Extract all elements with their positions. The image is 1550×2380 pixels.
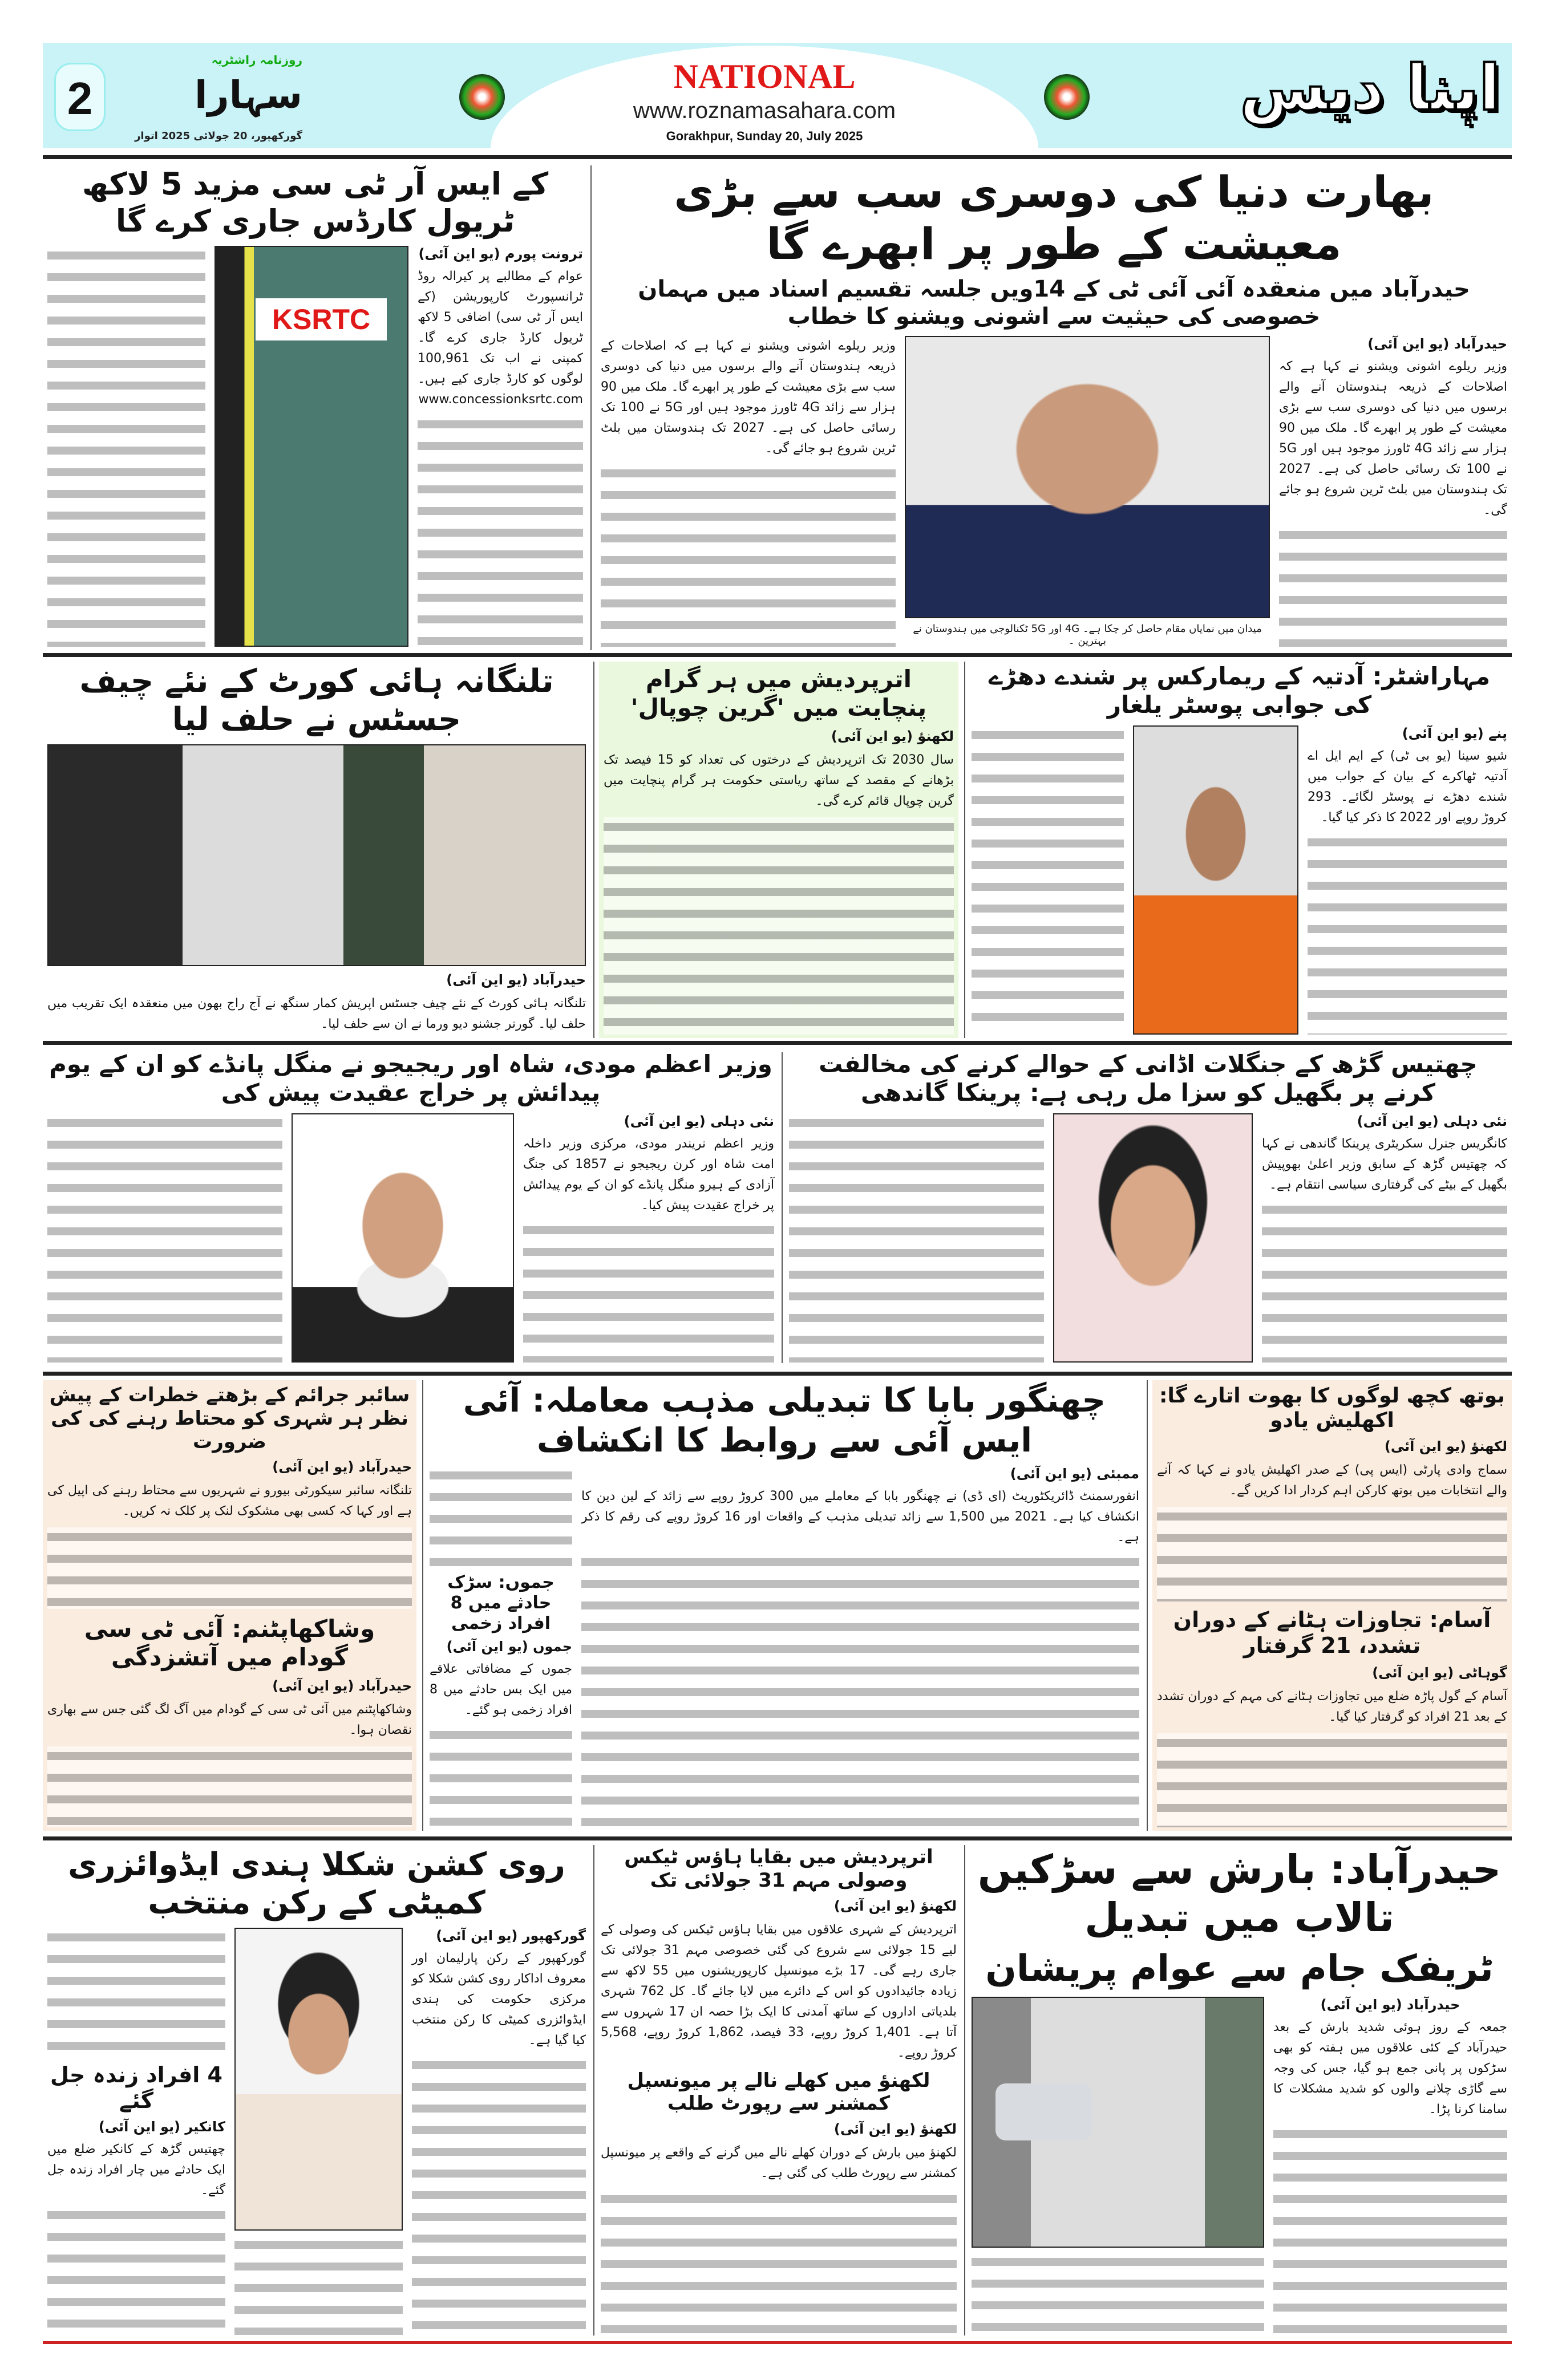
akhilesh-body: سماج وادی پارٹی (ایس پی) کے صدر اکھلیش یادو نے کہا کہ آنے والے انتخابات میں بوتھ کارکن اہم کردار ادا کریں گے۔ bbox=[1157, 1463, 1507, 1498]
maharashtra-headline: مہاراشٹر: آدتیہ کے ریمارکس پر شندے دھڑے کی جوابی پوسٹر یلغار bbox=[988, 662, 1491, 719]
ksrtc-sign: KSRTC bbox=[256, 298, 387, 340]
chhangur-body-text bbox=[581, 1552, 1139, 1827]
uptax-byline: لکھنؤ (یو این آئی) bbox=[833, 1897, 957, 1914]
cyber-byline: حیدرآباد (یو این آئی) bbox=[272, 1459, 412, 1475]
ravikishan-body-text bbox=[47, 1928, 225, 2057]
edition-dateline: Gorakhpur, Sunday 20, July 2025 bbox=[666, 129, 863, 143]
modi-body-text bbox=[47, 1113, 282, 1363]
chhattisgarh-body-text bbox=[789, 1113, 1044, 1363]
hyderabad-headline: حیدرآباد: بارش سے سڑکیں تالاب میں تبدیل bbox=[977, 1846, 1502, 1941]
green-body-text bbox=[604, 817, 954, 1035]
ksrtc-headline: کے ایس آر ٹی سی مزید 5 لاکھ ٹریول کارڈس جاری کرے گا bbox=[82, 166, 549, 239]
website-link[interactable]: www.roznamasahara.com bbox=[633, 98, 896, 123]
maharashtra-body-text bbox=[1308, 833, 1507, 1035]
jammu-byline: جموں (یو این آئی) bbox=[446, 1639, 572, 1655]
emblem-icon bbox=[1044, 74, 1090, 120]
vizag-body-text bbox=[47, 1746, 412, 1827]
priyanka-gandhi-photo bbox=[1053, 1113, 1253, 1363]
economy-article bbox=[596, 163, 1512, 650]
modi-headline: وزیر اعظم مودی، شاہ اور ریجیجو نے منگل پانڈے کو ان کے یوم پیدائش پر خراج عقیدت پیش کی bbox=[49, 1050, 772, 1107]
divider bbox=[43, 653, 1512, 657]
column-divider bbox=[593, 1845, 594, 2336]
assam-byline: گوہاٹی (یو این آئی) bbox=[1372, 1664, 1507, 1681]
column-divider bbox=[1147, 1380, 1148, 1831]
chhattisgarh-headline: چھتیس گڑھ کے جنگلات اڈانی کے حوالے کرنے کی مخالفت کرنے پر بگھیل کو سزا مل رہی ہے: پرینکا گاندھی bbox=[819, 1050, 1478, 1107]
maharashtra-byline: پنے (یو این آئی) bbox=[1402, 725, 1507, 741]
chhattisgarh-body-text bbox=[1262, 1200, 1507, 1363]
ravikishan-byline: گورکھپور (یو این آئی) bbox=[436, 1928, 586, 1944]
chhangur-byline: ممبئی (یو این آئی) bbox=[1010, 1466, 1139, 1482]
assam-headline: آسام: تجاوزات ہٹانے کے دوران تشدد، 21 گرفتار bbox=[1173, 1607, 1491, 1659]
cyber-box bbox=[43, 1380, 416, 1831]
vizag-body: وشاکھاپٹنم میں آئی ٹی سی کے گودام میں آگ لگ گئی جس سے بھاری نقصان ہوا۔ bbox=[47, 1702, 412, 1737]
akhilesh-headline: بوتھ کچھ لوگوں کا بھوت اتارے گا: اکھلیش یادو bbox=[1159, 1384, 1505, 1433]
green-headline: اترپردیش میں ہر گرام پنچایت میں 'گرین چوپال' bbox=[630, 665, 927, 722]
modi-photo bbox=[292, 1113, 514, 1363]
chhattisgarh-body: کانگریس جنرل سکریٹری پرینکا گاندھی نے کہا کہ چھتیس گڑھ کے سابق وزیر اعلیٰ بھوپیش بگھیل کے بیٹے کی گرفتاری سیاسی انتقام ہے۔ bbox=[1262, 1136, 1507, 1192]
ravikishan-headline: روی کشن شکلا ہندی ایڈوائزری کمیٹی کے رکن منتخب bbox=[68, 1846, 565, 1922]
divider bbox=[43, 1372, 1512, 1376]
economy-caption: میدان میں نمایاں مقام حاصل کر چکا ہے۔ 4G اور 5G ٹکنالوجی میں ہندوستان نے بہترین ۔ bbox=[913, 623, 1262, 647]
jammu-body-text bbox=[430, 1725, 572, 1827]
modi-article bbox=[43, 1047, 779, 1366]
economy-subheadline: حیدرآباد میں منعقدہ آئی آئی ٹی کے 14ویں جلسہ تقسیم اسناد میں مہمان خصوصی کی حیثیت سے اشونی ویشنو کا خطاب bbox=[638, 276, 1470, 330]
telangana-body: تلنگانہ ہائی کورٹ کے نئے چیف جسٹس اپریش کمار سنگھ نے آج راج بھون میں منعقدہ ایک تقریب میں حلف لیا۔ گورنر جشنو دیو ورما نے ان سے حلف لیا۔ bbox=[47, 996, 586, 1031]
chhangur-body-text bbox=[430, 1466, 572, 1568]
fire-headline: 4 افراد زندہ جل گئے bbox=[50, 2062, 222, 2114]
vizag-headline: وشاکھاپٹنم: آئی ٹی سی گودام میں آتشزدگی bbox=[84, 1614, 375, 1672]
ravi-kishan-photo bbox=[234, 1928, 403, 2230]
column-divider bbox=[964, 662, 965, 1038]
cyber-headline: سائبر جرائم کے بڑھتے خطرات کے پیش نظر ہر شہری کو محتاط رہنے کی کی ضرورت bbox=[49, 1384, 410, 1453]
lucknow-body-text bbox=[601, 2190, 957, 2335]
shinde-photo bbox=[1133, 725, 1298, 1035]
lucknow-body: لکھنؤ میں بارش کے دوران کھلے نالے میں گرنے کے واقعے پر میونسپل کمشنر سے رپورٹ طلب کی گئی ہے۔ bbox=[601, 2146, 957, 2181]
hyderabad-subheadline: ٹریفک جام سے عوام پریشان bbox=[985, 1948, 1494, 1990]
column-divider bbox=[422, 1380, 423, 1831]
chhangur-body: انفورسمنٹ ڈائریکٹوریٹ (ای ڈی) نے چھنگور بابا کے معاملے میں 300 کروڑ روپے سے زائد کے لین دین کا انکشاف کیا ہے۔ 2021 میں 1,500 سے زائد تبدیلی مذہب کے واقعات اور 16 کروڑ روپے کی رقم کا ذکر ہے۔ bbox=[581, 1489, 1139, 1545]
ravikishan-body-text bbox=[234, 2235, 403, 2335]
chhattisgarh-byline: نئی دہلی (یو این آئی) bbox=[1357, 1113, 1507, 1129]
column-divider bbox=[964, 1845, 965, 2336]
economy-body-text bbox=[1279, 525, 1507, 647]
lucknow-headline: لکھنؤ میں کھلے نالے پر میونسپل کمشنر سے رپورٹ طلب bbox=[627, 2069, 930, 2115]
ksrtc-body: عوام کے مطالبے پر کیرالہ روڈ ٹرانسپورٹ کارپوریشن (کے ایس آر ٹی سی) اضافی 5 لاکھ ٹریول کارڈ جاری کرے گا۔ کمپنی نے اب تک 100,961 لوگوں کو کارڈ جاری کیے ہیں۔ www.concessionksrtc.com bbox=[418, 269, 583, 407]
maharashtra-article bbox=[967, 659, 1512, 1038]
chhattisgarh-article bbox=[784, 1047, 1512, 1366]
uptax-headline: اترپردیش میں بقایا ہاؤس ٹیکس وصولی مہم 31 جولائی تک bbox=[624, 1846, 933, 1892]
hyderabad-byline: حیدرآباد (یو این آئی) bbox=[1320, 1996, 1460, 2013]
car-in-water bbox=[995, 2083, 1092, 2140]
column-divider bbox=[590, 165, 592, 650]
telangana-headline: تلنگانہ ہائی کورٹ کے نئے چیف جسٹس نے حلف لیا bbox=[79, 663, 554, 739]
uptax-article bbox=[596, 1842, 961, 2338]
economy-body: وزیر ریلوے اشونی ویشنو نے کہا ہے کہ اصلاحات کے ذریعہ ہندوستان آنے والے برسوں میں دنیا کی دوسری سب سے بڑی معیشت کے طور پر ابھرے گا۔ ملک میں 90 ہزار سے زائد 4G ٹاورز موجود ہیں اور 5G نے 100 تک رسائی حاصل کی ہے۔ 2027 تک ہندوستان میں بلٹ ٹرین شروع ہو جائے گی۔ bbox=[1279, 359, 1507, 518]
page-number: 2 bbox=[54, 63, 106, 131]
cyber-body-text bbox=[47, 1527, 412, 1608]
ashwini-vaishnaw-photo bbox=[905, 336, 1270, 618]
hyderabad-body: جمعہ کے روز ہوئی شدید بارش کے بعد حیدرآباد کے کئی علاقوں میں ہفتہ کو بھی سڑکوں پر پانی جمع ہو گیا، جس کی وجہ سے گاڑی چلانے والوں کو شدید مشکلات کا سامنا کرنا پڑا۔ bbox=[1273, 2020, 1507, 2117]
lucknow-byline: لکھنؤ (یو این آئی) bbox=[833, 2121, 957, 2138]
assam-body: آسام کے گول پاڑہ ضلع میں تجاوزات ہٹانے کی مہم کے دوران تشدد کے بعد 21 افراد کو گرفتار کیا گیا۔ bbox=[1157, 1689, 1507, 1724]
economy-headline: بھارت دنیا کی دوسری سب سے بڑی معیشت کے طور پر ابھرے گا bbox=[674, 167, 1434, 270]
maharashtra-body: شیو سینا (یو بی ٹی) کے ایم ایل اے آدتیہ ٹھاکرے کے بیان کے جواب میں شندے دھڑے نے پوسٹر لگائے۔ 293 کروڑ روپے اور 2022 کا ذکر کیا گیا۔ bbox=[1308, 748, 1507, 825]
modi-body-text bbox=[523, 1221, 774, 1363]
akhilesh-body-text bbox=[1157, 1507, 1507, 1601]
green-body: سال 2030 تک اترپردیش کے درختوں کی تعداد کو 15 فیصد تک بڑھانے کے مقصد کے ساتھ ریاستی حکومت ہر گرام پنچایت میں گرین چوپال قائم کرے گی۔ bbox=[604, 752, 954, 808]
modi-byline: نئی دہلی (یو این آئی) bbox=[624, 1113, 774, 1129]
hyderabad-body-text bbox=[1273, 2124, 1507, 2335]
chhangur-headline: چھنگور بابا کا تبدیلی مذہب معاملہ: آئی ایس آئی سے روابط کا انکشاف bbox=[463, 1381, 1106, 1459]
economy-byline: حیدرآباد (یو این آئی) bbox=[1367, 336, 1507, 352]
ksrtc-article bbox=[43, 163, 588, 650]
telangana-article bbox=[43, 659, 590, 1038]
cyber-body: تلنگانہ سائبر سیکورٹی بیورو نے شہریوں سے محتاط رہنے کی اپیل کی ہے اور کہا کہ کسی بھی مشکوک لنک پر کلک نہ کریں۔ bbox=[47, 1483, 412, 1519]
uptax-body: اترپردیش کے شہری علاقوں میں بقایا ہاؤس ٹیکس کی وصولی کے لیے 15 جولائی سے شروع کی گئی خصوصی مہم 31 جولائی تک جاری رہے گی۔ 17 بڑے میونسپل کارپوریشنوں میں 55 لاکھ سے زیادہ جائیدادوں کو اس کے دائرے میں لایا جائے گا۔ کل 762 شہری بلدیاتی اداروں کے ساتھ آمدنی کا ایک بڑا حصہ ان 17 شہروں سے آتا ہے۔ 1,401 کروڑ روپے، 33 فیصد، 1,862 کروڑ روپے، 5,568 کروڑ روپے۔ bbox=[601, 1922, 957, 2060]
jammu-body: جموں کے مضافاتی علاقے میں ایک بس حادثے میں 8 افراد زخمی ہو گئے۔ bbox=[430, 1662, 572, 1718]
telangana-byline: حیدرآباد (یو این آئی) bbox=[446, 972, 586, 988]
maharashtra-body-text bbox=[972, 725, 1124, 1035]
fire-byline: کانکیر (یو این آئی) bbox=[98, 2118, 225, 2135]
fire-body-text bbox=[47, 2205, 225, 2335]
column-divider bbox=[593, 662, 594, 1038]
column-divider bbox=[782, 1052, 783, 1363]
emblem-icon bbox=[459, 74, 505, 120]
swearing-in-photo bbox=[47, 744, 586, 966]
section-masthead: اپنا دیس bbox=[1240, 51, 1500, 124]
green-byline: لکھنؤ (یو این آئی) bbox=[831, 728, 954, 744]
assam-body-text bbox=[1157, 1733, 1507, 1827]
logo-date: گورکھپور، 20 جولائی 2025 اتوار bbox=[135, 130, 302, 142]
jammu-headline: جموں: سڑک حادثے میں 8 افراد زخمی bbox=[447, 1572, 555, 1634]
ksrtc-byline: ترونت پورم (یو این آئی) bbox=[418, 245, 583, 262]
akhilesh-box bbox=[1152, 1380, 1512, 1831]
ravikishan-body-text bbox=[412, 2055, 586, 2335]
vizag-byline: حیدرآباد (یو این آئی) bbox=[272, 1677, 412, 1694]
logo-tagline: روزنامہ راشٹریہ bbox=[211, 53, 302, 67]
footer-rule bbox=[43, 2341, 1512, 2344]
ksrtc-bus-photo bbox=[215, 246, 408, 647]
akhilesh-byline: لکھنؤ (یو این آئی) bbox=[1384, 1438, 1507, 1455]
modi-body: وزیر اعظم نریندر مودی، مرکزی وزیر داخلہ امت شاہ اور کرن ریجیجو نے 1857 کی جنگ آزادی کے ہیرو منگل پانڈے کو ان کے یوم پیدائش پر خراج عقیدت پیش کیا۔ bbox=[523, 1136, 775, 1213]
divider bbox=[43, 155, 1512, 159]
ravikishan-body: گورکھپور کے رکن پارلیمان اور معروف اداکار روی کشن شکلا کو مرکزی حکومت کی ہندی ایڈوائزری کمیٹی کا رکن منتخب کیا گیا ہے۔ bbox=[412, 1951, 586, 2048]
ksrtc-body-text bbox=[47, 246, 205, 647]
flooded-road-photo bbox=[972, 1997, 1264, 2248]
sahara-logo: سہارا bbox=[195, 73, 302, 117]
hyderabad-body-text bbox=[972, 2252, 1264, 2335]
economy-body-cont: وزیر ریلوے اشونی ویشنو نے کہا ہے کہ اصلاحات کے ذریعہ ہندوستان آنے والے برسوں میں دنیا کی دوسری سب سے بڑی معیشت کے طور پر ابھرے گا۔ ملک میں 90 ہزار سے زائد 4G ٹاورز موجود ہیں اور 5G نے 100 تک رسائی حاصل کی ہے۔ 2027 تک ہندوستان میں بلٹ ٹرین شروع ہو جائے گی۔ bbox=[601, 339, 896, 456]
divider bbox=[43, 1041, 1512, 1045]
fire-body: چھتیس گڑھ کے کانکیر ضلع میں ایک حادثے میں چار افراد زندہ جل گئے۔ bbox=[47, 2142, 225, 2197]
divider bbox=[43, 1836, 1512, 1840]
hyderabad-article bbox=[967, 1842, 1512, 2338]
chhangur-article bbox=[425, 1377, 1144, 1831]
green-chaupal-box bbox=[599, 662, 958, 1038]
economy-body-text bbox=[601, 464, 896, 647]
ravikishan-article bbox=[43, 1842, 590, 2338]
ksrtc-body-text bbox=[418, 415, 583, 647]
section-title: NATIONAL bbox=[673, 58, 856, 95]
